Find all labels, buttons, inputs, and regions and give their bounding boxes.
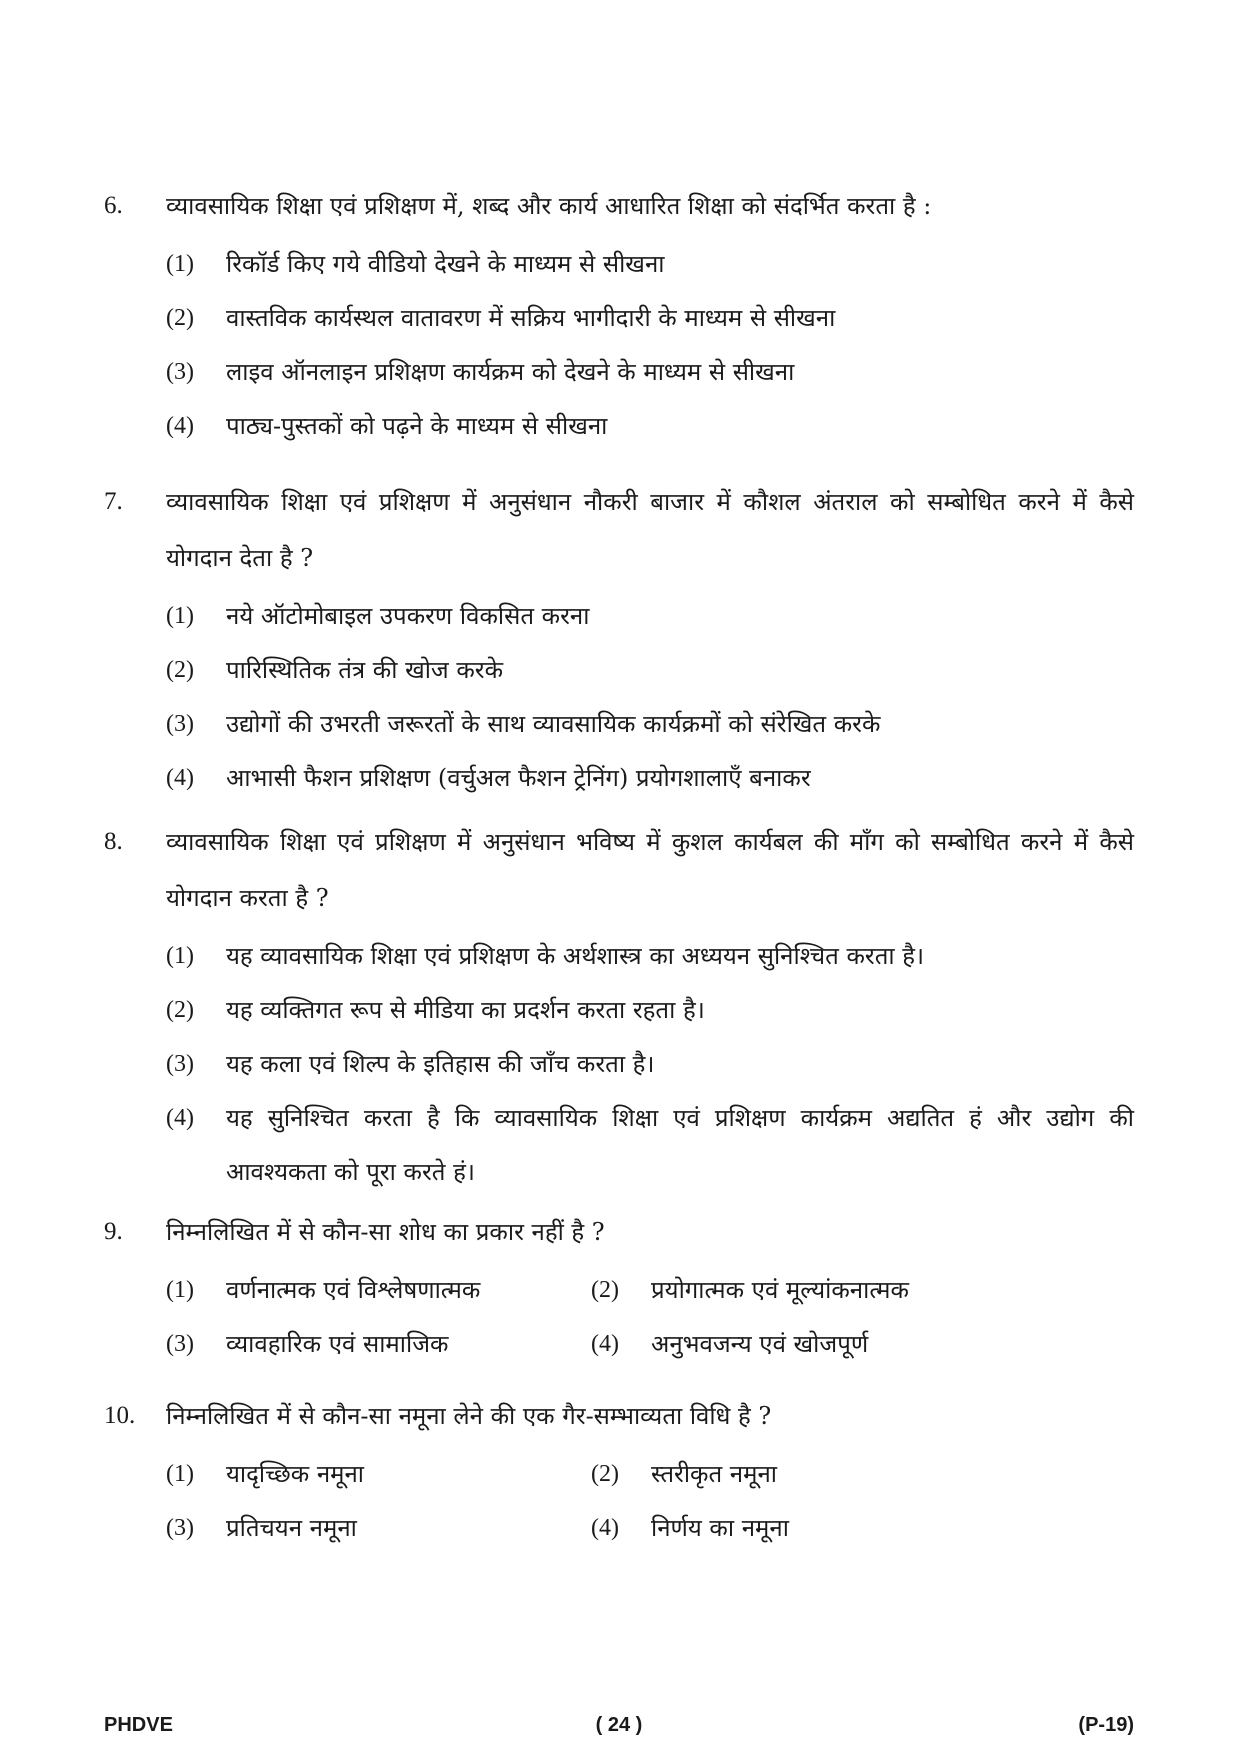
option-2: [166, 291, 1134, 345]
option-3: [166, 697, 1134, 751]
option-4: [166, 751, 1134, 805]
option-text: आभासी फैशन प्रशिक्षण (वर्चुअल फैशन ट्रेनिंग) प्रयोगशालाएँ बनाकर: [226, 764, 811, 792]
option-4: [591, 1501, 1134, 1555]
option-1: [166, 237, 1134, 291]
options-list: [166, 589, 1134, 805]
option-number: (1): [166, 943, 194, 969]
option-1: [166, 929, 1134, 983]
option-number: (3): [166, 1051, 194, 1077]
option-3: [166, 345, 1134, 399]
question-number: 8.: [104, 828, 123, 855]
option-2: [591, 1263, 1134, 1317]
option-1: [166, 589, 1134, 643]
option-text: निर्णय का नमूना: [651, 1514, 789, 1542]
question-number: 9.: [104, 1218, 123, 1245]
option-1: [166, 1447, 591, 1501]
option-number: (4): [166, 413, 194, 439]
options-grid: [166, 1447, 1134, 1555]
option-text: व्यावहारिक एवं सामाजिक: [226, 1330, 449, 1358]
option-text: लाइव ऑनलाइन प्रशिक्षण कार्यक्रम को देखने के माध्यम से सीखना: [226, 358, 795, 386]
option-text: पाठ्य-पुस्तकों को पढ़ने के माध्यम से सीखना: [226, 412, 608, 440]
question-7: [104, 474, 1134, 805]
option-text: उद्योगों की उभरती जरूरतों के साथ व्यावसायिक कार्यक्रमों को संरेखित करके: [226, 710, 881, 738]
question-text: व्यावसायिक शिक्षा एवं प्रशिक्षण में, शब्द और कार्य आधारित शिक्षा को संदर्भित करता है :: [166, 192, 932, 220]
question-10: [104, 1388, 1134, 1555]
option-text: यह व्यक्तिगत रूप से मीडिया का प्रदर्शन करता रहता है।: [226, 996, 705, 1024]
options-list: [166, 929, 1134, 1199]
option-4: [166, 399, 1134, 453]
option-number: (4): [166, 765, 194, 791]
option-number: (2): [166, 305, 194, 331]
option-2: [166, 983, 1134, 1037]
question-text: निम्नलिखित में से कौन-सा नमूना लेने की एक गैर-सम्भाव्यता विधि है ?: [166, 1402, 772, 1430]
option-2: [166, 643, 1134, 697]
option-number: (2): [166, 997, 194, 1023]
option-text: पारिस्थितिक तंत्र की खोज करके: [226, 656, 504, 684]
option-number: (3): [166, 359, 194, 385]
option-number: (1): [166, 1277, 194, 1303]
option-text: प्रयोगात्मक एवं मूल्यांकनात्मक: [651, 1276, 909, 1304]
option-text: वास्तविक कार्यस्थल वातावरण में सक्रिय भागीदारी के माध्यम से सीखना: [226, 304, 836, 332]
option-text: अनुभवजन्य एवं खोजपूर्ण: [651, 1330, 869, 1358]
option-number: (3): [166, 1515, 194, 1541]
option-text: यह सुनिश्चित करता है कि व्यावसायिक शिक्षा एवं प्रशिक्षण कार्यक्रम अद्यतित हं और उद्योग की आवश्यकता को पूरा करते हं।: [226, 1104, 1134, 1186]
option-number: (2): [591, 1277, 619, 1303]
option-number: (3): [166, 1331, 194, 1357]
page-footer: [104, 1714, 1134, 1744]
question-number: 6.: [104, 192, 123, 219]
option-4: [591, 1317, 1134, 1371]
option-number: (4): [591, 1331, 619, 1357]
option-text: यह व्यावसायिक शिक्षा एवं प्रशिक्षण के अर्थशास्त्र का अध्ययन सुनिश्चित करता है।: [226, 942, 925, 970]
options-list: [166, 237, 1134, 453]
option-text: यादृच्छिक नमूना: [226, 1460, 365, 1488]
question-text: व्यावसायिक शिक्षा एवं प्रशिक्षण में अनुसंधान नौकरी बाजार में कौशल अंतराल को सम्बोधित करने में कैसे योगदान देता है ?: [166, 488, 1134, 572]
option-number: (3): [166, 711, 194, 737]
option-number: (2): [591, 1461, 619, 1487]
option-text: नये ऑटोमोबाइल उपकरण विकसित करना: [226, 602, 590, 630]
question-text: निम्नलिखित में से कौन-सा शोध का प्रकार नहीं है ?: [166, 1218, 605, 1246]
option-number: (2): [166, 657, 194, 683]
page-number: ( 24 ): [595, 1714, 643, 1736]
option-text: वर्णनात्मक एवं विश्लेषणात्मक: [226, 1276, 481, 1304]
set-code: (P-19): [1078, 1714, 1134, 1736]
option-text: रिकॉर्ड किए गये वीडियो देखने के माध्यम से सीखना: [226, 250, 665, 278]
option-text: यह कला एवं शिल्प के इतिहास की जाँच करता है।: [226, 1050, 655, 1078]
option-text: स्तरीकृत नमूना: [651, 1460, 777, 1488]
option-number: (4): [166, 1105, 194, 1131]
question-number: 10.: [104, 1402, 136, 1429]
option-2: [591, 1447, 1134, 1501]
option-number: (1): [166, 251, 194, 277]
question-text: व्यावसायिक शिक्षा एवं प्रशिक्षण में अनुसंधान भविष्य में कुशल कार्यबल की माँग को सम्बोधित करने में कैसे योगदान करता है ?: [166, 828, 1134, 912]
option-text: प्रतिचयन नमूना: [226, 1514, 357, 1542]
option-4: [166, 1091, 1134, 1199]
paper-code: PHDVE: [104, 1714, 173, 1736]
options-grid: [166, 1263, 1134, 1371]
option-number: (1): [166, 603, 194, 629]
option-3: [166, 1501, 591, 1555]
question-8: [104, 814, 1134, 1199]
option-1: [166, 1263, 591, 1317]
question-6: [104, 178, 1134, 453]
option-number: (4): [591, 1515, 619, 1541]
question-9: [104, 1204, 1134, 1371]
option-number: (1): [166, 1461, 194, 1487]
option-3: [166, 1037, 1134, 1091]
question-number: 7.: [104, 488, 123, 515]
option-3: [166, 1317, 591, 1371]
